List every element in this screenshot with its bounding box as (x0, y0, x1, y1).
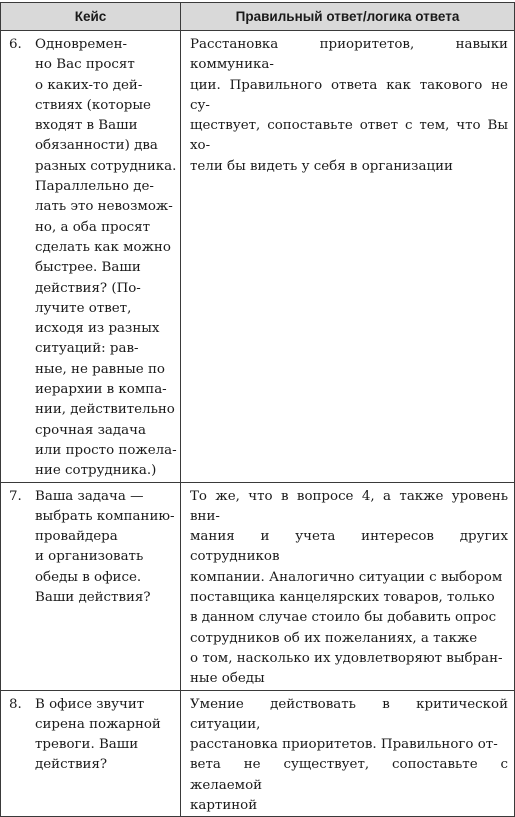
case-cell (1, 482, 181, 690)
case-number: 6. (9, 37, 22, 52)
table-row (1, 482, 515, 690)
answer-cell: Умение действовать в критической ситуации, расстановка приоритетов. Правильного от- вета не существует, сопоставьте с желаемой картиной (181, 690, 515, 817)
case-number: 8. (9, 696, 22, 712)
case-question: В офисе звучит сирена пожарной тревоги. Ваши действия? (35, 696, 161, 773)
answer-cell: То же, что в вопросе 4, а также уровень вни- мания и учета интересов других сотрудников компании. Аналогично ситуации с выбором поставщика канцелярских товаров, только в данном случае стоило бы добавить опрос сотрудников об их пожеланиях, а также о том, насколько их удовлетворяют выбран- ные обеды (181, 482, 515, 690)
case-number: 7. (9, 488, 22, 504)
header-case: Кейс (1, 3, 181, 31)
table-header-row (1, 3, 515, 31)
table-row (1, 31, 515, 483)
table-row (1, 690, 515, 817)
case-question: Ваша задача — выбрать компанию- провайдера и организовать обеды в офисе. Ваши действия? (35, 488, 175, 606)
answer-cell: Расстановка приоритетов, навыки коммуника- ции. Правильного ответа как такового не су- ществует, сопоставьте ответ с тем, что Вы хо- тели бы видеть у себя в организации (181, 31, 515, 483)
case-table (0, 2, 515, 817)
case-cell (1, 690, 181, 817)
case-cell (1, 31, 181, 483)
case-question: Одновремен- но Вас просят о каких-то дей- ствиях (которые входят в Ваши обязанности) два разных сотрудника. Параллельно де- лать это невозмож- но, а оба просят сделать как можно быстрее. Ваши действия? (По- лучите ответ, исходя из разных ситуаций: рав- ные, не равные по иерархии в компа- нии, действительно срочная задача или просто пожела- ние сотрудника.) (35, 37, 177, 479)
header-answer: Правильный ответ/логика ответа (181, 3, 515, 31)
